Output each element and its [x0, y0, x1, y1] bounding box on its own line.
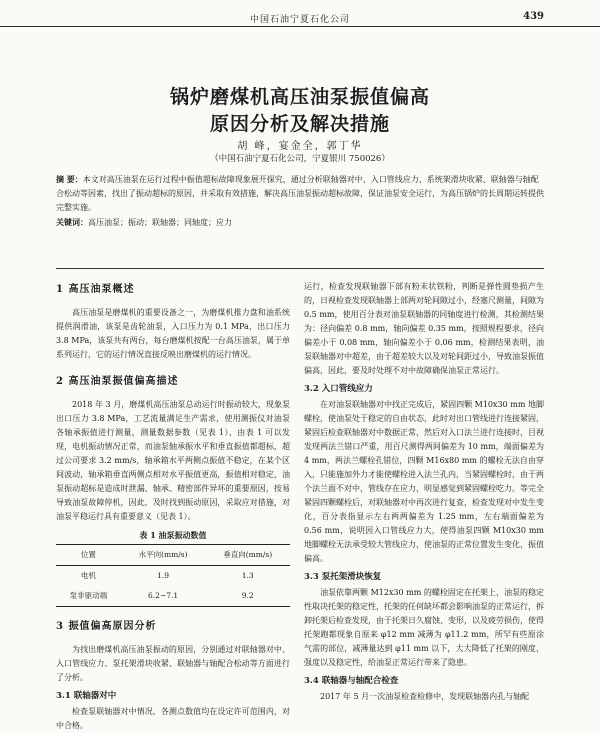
table-cell: 1.9 — [157, 571, 170, 580]
abstract-text: 本文对高压油泵在运行过程中振值超标故障现象展开探究，通过分析联轴器对中、入口管线应力、系统架滑块收紧、联轴器与轴配合松动等因素，找出了振动超标的原因，并采取有效措施，解决高压油泵振动超标故障，保证油泵安全运行，为高压锅炉的长周期运转提供完整实施。 — [56, 175, 544, 212]
running-header-journal: 中国石油宁夏石化公司 — [249, 15, 350, 25]
section-2-heading: 2 高压油泵振值偏高描述 — [56, 376, 179, 387]
right-column — [304, 280, 544, 704]
keywords-label: 关键词： — [56, 217, 88, 227]
abstract-paragraph — [56, 172, 544, 215]
table-row — [56, 586, 290, 607]
header-rule — [0, 26, 600, 27]
section-3-3-heading: 3.3 泵托架滑块恢复 — [304, 572, 382, 582]
vibration-table — [56, 544, 290, 607]
abstract-label: 摘 要： — [56, 174, 83, 184]
authors: 胡 峰，宴金全，郭丁华 — [237, 141, 363, 152]
section-3-heading: 3 振值偏高原因分析 — [56, 621, 157, 632]
table-cell: 1.3 — [241, 571, 254, 580]
keywords-text: 高压油泵；振动；联轴器；同轴度；应力 — [88, 218, 232, 227]
section-3-1-paragraph: 检查泵联轴器对中情况，各测点数值均在设定许可范围内，对中合格。 — [56, 707, 290, 730]
section-3-2-paragraph: 在对油泵联轴器对中找正完成后，紧固四颗 M10x30 mm 地脚螺栓，使油泵处于稳定的自由状态，此时对出口管线进行连接紧固，紧固后检查联轴器对中数据正常，然后对入口法兰进行连接时，目视发现两法兰错口严重，用百尺测得两间偏差为 10 mm，端面偏差为 4 mm，两法兰螺栓孔错位，四颗 M16x80 mm 的螺栓无法自由穿入，只能施加外力才能使螺栓进入法兰孔内，当紧固螺栓时，由于两个法兰面不对中，管线存在应力，明显感觉到紧固螺栓吃力。等完全紧固四颗螺栓后，对联轴器对中再次进行复查，检查发现对中发生变化，百分表指显示左右两两偏差为 1.25 mm，左右端面偏差为 0.56 mm，说明因入口管线应力大，使得油泵四颗 M10x30 mm 地脚螺栓无法承受较大管线应力，使油泵的正常位置发生变化，振值偏高。 — [304, 400, 544, 563]
page-number: 439 — [523, 11, 544, 22]
section-3-4-heading: 3.4 联轴器与轴配合检查 — [304, 676, 399, 686]
section-3-paragraph: 为找出磨煤机高压油泵振动的原因，分别通过对联轴器对中、入口管线应力、泵托架滑块收紧、联轴器与轴配合松动等方面进行了分析。 — [56, 645, 290, 682]
affiliation: （中国石油宁夏石化公司，宁夏银川 750026） — [210, 154, 390, 164]
table-cell: 9.2 — [241, 591, 254, 600]
left-column — [56, 270, 290, 733]
table-cell: 电机 — [80, 571, 96, 580]
section-3-1-heading: 3.1 联轴器对中 — [56, 691, 117, 701]
keywords-line — [56, 215, 544, 230]
table-header-cell: 位置 — [80, 550, 96, 559]
continued-paragraph: 运行，检查发现联轴器下部有粉末状铁粉，判断是弹性圆垫损产生的，日视检查发现联轴器上部两对轮间隙过小，经塞尺测量，间隙为 0.5 mm，使用百分表对油泵联轴器的同轴度进行检测，其检测结果为：径向偏差 0.8 mm，轴向偏差 0.35 mm，按照规程要求，径向偏差小于 0.08 mm，轴向偏差小于 0.06 mm，检测结果表明，油泵联轴器对中超差，由于超差较大以及对轮间距过小，导致油泵振值偏高，因此，要及时处理不对中故障确保油泵正常运行。 — [304, 282, 544, 375]
section-1-heading: 1 高压油泵概述 — [56, 284, 135, 295]
section-2-paragraph: 2018 年 3 月，磨煤机高压油泵总动运行时振动较大，现象泵出口压力 3.8 MPa，工艺流量满足生产需求，使用测振仪对油泵各轴承振值进行测量，测量数据参数（见表 1），由表 1 可以发现，电机振动情况正常，而油泵轴承振水平和垂直振值都超标，超过公司要求 3.2 mm/s，轴承箱水平两侧点振值不稳定，在某个区间波动，轴承箱垂直两侧点相对水平振值更高，振值相对稳定，油泵振动超标是造成时泄漏、轴承、精密部件异坏的重要原因，按易导致油泵故障停机，因此，及时找到振动原因，采取应对措施，对油泵平稳运行具有重要意义（见表 1）。 — [56, 400, 290, 521]
abstract-block — [56, 172, 544, 230]
abstract-divider — [56, 268, 544, 269]
article-title-line-1: 锅炉磨煤机高压油泵振值偏高 — [169, 86, 430, 108]
table-header-cell: 水平向(mm/s) — [138, 550, 188, 559]
table-header-row — [56, 545, 290, 566]
section-3-2-heading: 3.2 入口管线应力 — [304, 384, 373, 394]
section-1-paragraph: 高压油泵是磨煤机的重要设备之一，为磨煤机推力盘和油系统提供润滑油，该泵是齿轮油泵，入口压力为 0.1 MPa，出口压力 3.8 MPa，该泵共有两台，每台磨煤机按配一台高压油泵，属于单系列运行，它的运行情况直接反映出磨煤机的运行情况。 — [56, 308, 290, 359]
table-1-caption: 表 1 油泵振动数值 — [139, 530, 207, 540]
section-3-3-paragraph: 油泵依靠两颗 M12x30 mm 的螺栓固定在托架上，油泵的稳定性取决托架的稳定性，托架的任何缺坏都会影响油泵的正常运行，拆卸托架后检查发现，由于托架日久腐蚀、变形，以及疲劳损伤，使得托架跑都现象自原来 φ12 mm 减薄为 φ11.2 mm，所罕有些原涂气需的部位，减薄量达到 φ11 mm 以下，大大降低了托架的刚度，强度以及稳定性，给油泵正常运行带来了隐患。 — [304, 588, 544, 667]
table-cell: 泵非驱动端 — [69, 591, 108, 600]
table-cell: 6.2~7.1 — [148, 591, 179, 600]
table-row — [56, 566, 290, 587]
table-header-cell: 垂直向(mm/s) — [223, 550, 273, 559]
section-3-4-paragraph: 2017 年 5 月一次油泵检查检修中，发现联轴器内孔与轴配 — [320, 692, 530, 701]
article-title-line-2: 原因分析及解决措施 — [209, 113, 390, 135]
